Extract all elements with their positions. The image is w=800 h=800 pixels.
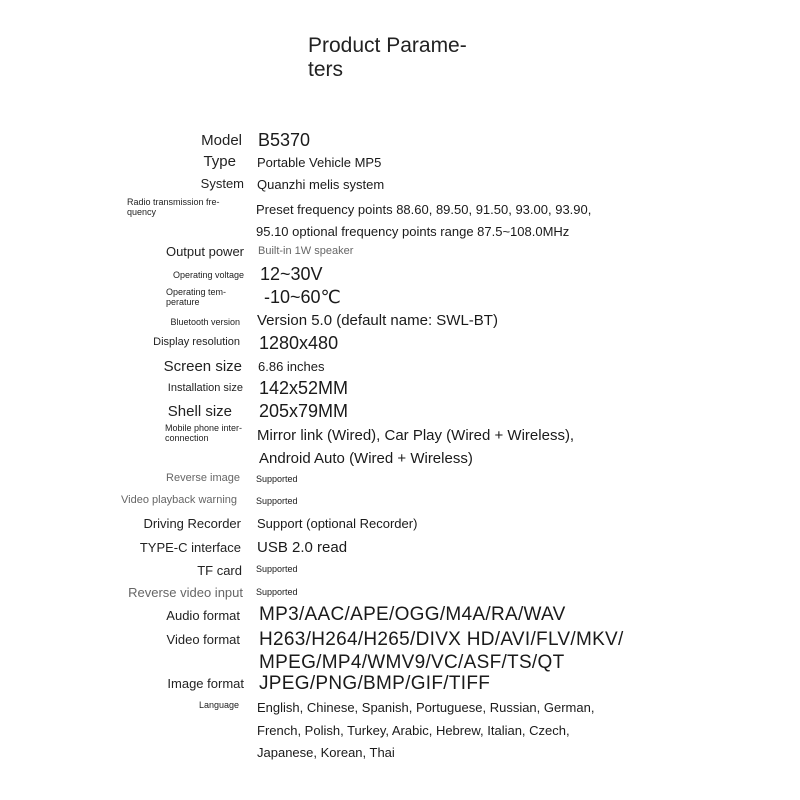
param-label: Screen size [163,358,242,375]
param-label-line: perature [166,297,200,307]
param-label: Bluetooth version [170,317,240,327]
param-label: Operating voltage [172,270,244,280]
param-value: USB 2.0 read [257,539,348,556]
param-value-line: H263/H264/H265/DIVX HD/AVI/FLV/MKV/ [259,629,624,650]
page-title-line-1: Product Parame- [308,34,467,57]
param-value: Support (optional Recorder) [257,516,418,531]
param-label: Audio format [166,608,240,623]
param-value: 6.86 inches [258,359,325,374]
param-value: Built-in 1W speaker [258,245,354,257]
param-value-line: MPEG/MP4/WMV9/VC/ASF/TS/QT [259,652,565,673]
param-label-line: Operating tem- [166,287,227,297]
param-value-line: French, Polish, Turkey, Arabic, Hebrew, Italian, Czech, [257,722,570,738]
param-value: Supported [256,587,298,597]
param-value: 12~30V [260,264,323,284]
param-value: Portable Vehicle MP5 [257,155,382,170]
param-value: Supported [256,474,298,484]
param-value: JPEG/PNG/BMP/GIF/TIFF [259,673,491,694]
param-value: Quanzhi melis system [257,177,385,192]
param-value: Version 5.0 (default name: SWL-BT) [257,312,498,329]
param-label: Driving Recorder [143,516,241,531]
param-value [256,199,591,243]
param-label: Display resolution [153,336,240,348]
param-value-line: Preset frequency points 88.60, 89.50, 91.50, 93.00, 93.90, [256,202,592,217]
param-label [127,197,220,217]
param-label: System [200,176,244,191]
param-label-line: Mobile phone inter- [165,423,243,433]
param-value-line: Android Auto (Wired + Wireless) [259,450,473,467]
param-value: 205x79MM [259,401,349,421]
param-label: Reverse video input [128,585,243,600]
param-value: 1280x480 [259,333,339,353]
param-label [166,287,226,307]
param-value [259,628,624,674]
param-value: MP3/AAC/APE/OGG/M4A/RA/WAV [259,604,566,625]
param-value-line: 95.10 optional frequency points range 87.5~108.0MHz [256,224,570,239]
param-value-line: Japanese, Korean, Thai [257,745,395,760]
param-label: Language [198,700,239,710]
param-label: Reverse image [166,472,240,484]
param-label: Model [201,132,242,149]
param-value: Supported [256,564,298,574]
param-label: Video format [166,632,240,647]
param-label-line: Radio transmission fre- [127,197,220,207]
param-value: B5370 [258,130,311,150]
param-label: Shell size [167,403,232,420]
page-title [308,34,467,82]
param-value: Supported [256,496,298,506]
param-label: Image format [167,676,244,691]
param-value: -10~60℃ [264,287,341,307]
param-label [165,423,242,443]
param-value [257,697,594,765]
param-label: Video playback warning [121,494,237,506]
param-value [257,424,574,470]
param-value-line: Mirror link (Wired), Car Play (Wired + Wireless), [257,427,575,444]
param-label-line: connection [165,433,209,443]
param-label: Output power [165,244,244,259]
param-label: Type [203,153,236,170]
param-label: TYPE-C interface [139,540,241,555]
param-label: Installation size [167,382,243,394]
param-label-line: quency [127,207,157,217]
param-value-line: English, Chinese, Spanish, Portuguese, Russian, German, [257,700,595,715]
page-title-line-2: ters [308,58,344,81]
param-value: 142x52MM [259,378,349,398]
param-label: TF card [197,563,242,578]
